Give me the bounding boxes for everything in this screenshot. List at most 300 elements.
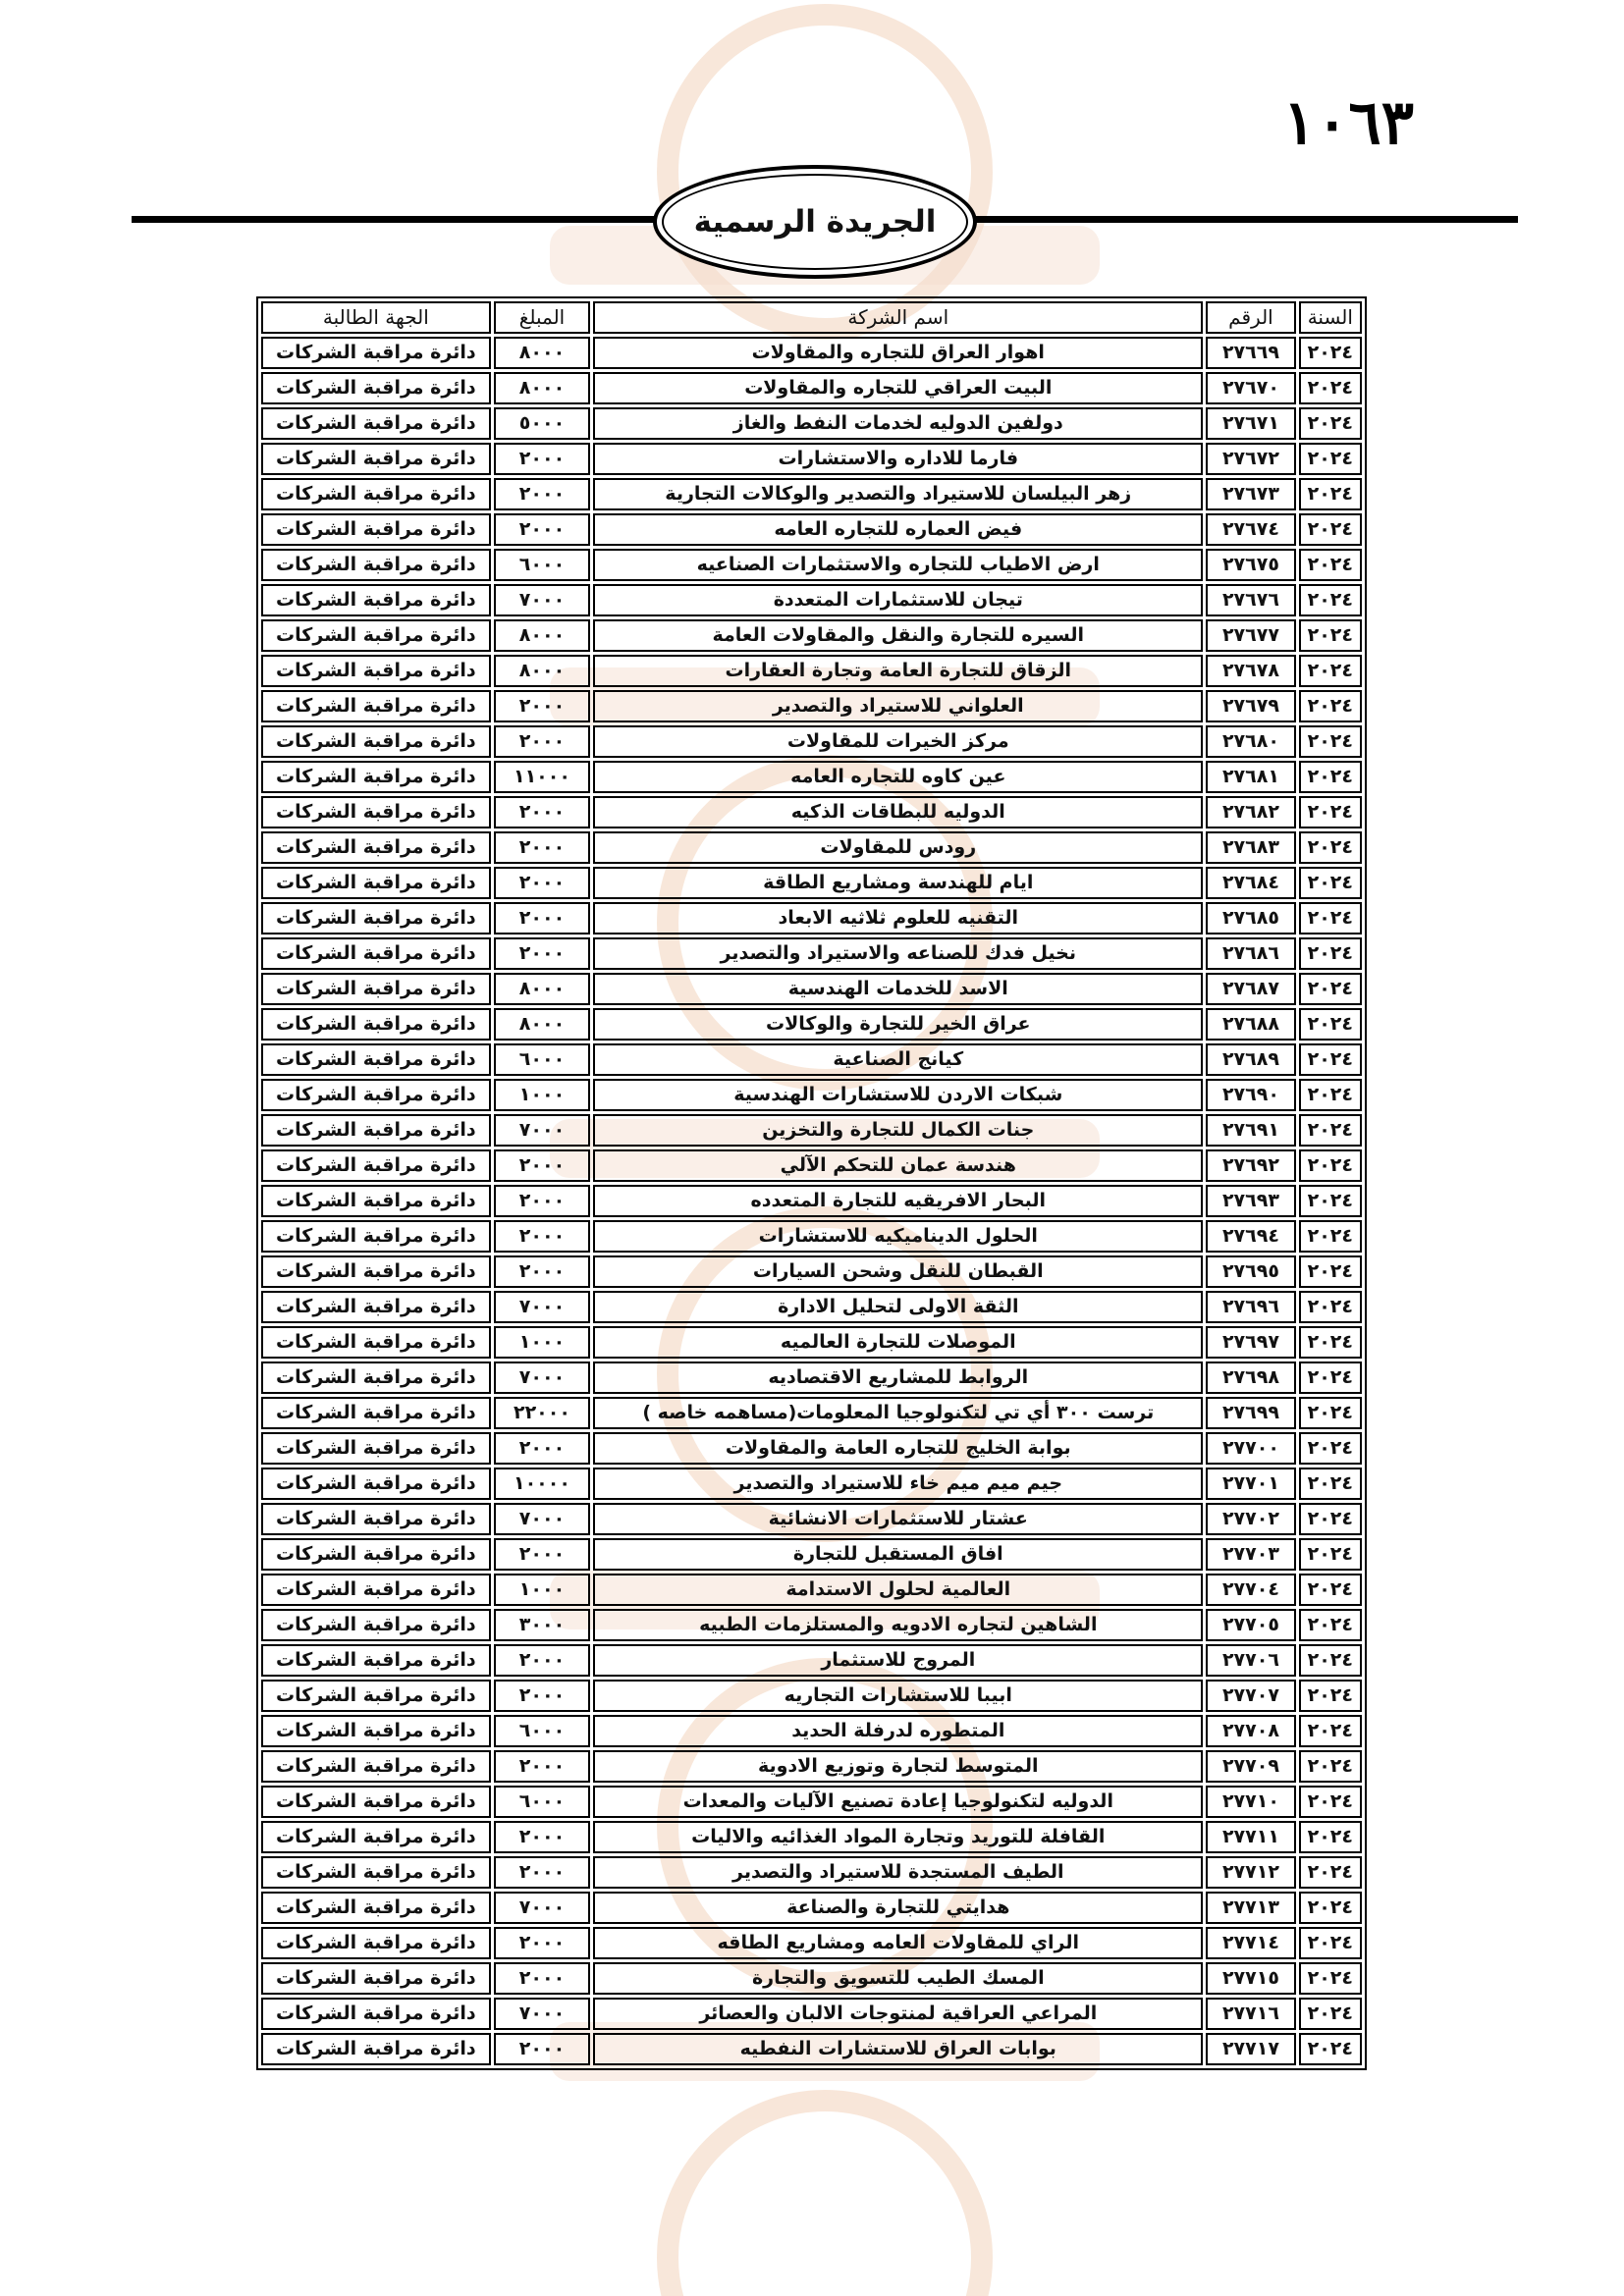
cell-year: ٢٠٢٤ (1299, 407, 1362, 440)
cell-department: دائرة مراقبة الشركات (261, 655, 491, 687)
cell-number: ٢٧٦٧٠ (1206, 372, 1295, 404)
cell-amount: ٧٠٠٠ (494, 1291, 591, 1323)
cell-amount: ٢٠٠٠ (494, 1856, 591, 1889)
table-row (261, 1750, 1362, 1783)
cell-company: دولفين الدوليه لخدمات النفط والغاز (593, 407, 1203, 440)
cell-company: المروج للاستثمار (593, 1644, 1203, 1677)
cell-year: ٢٠٢٤ (1299, 1962, 1362, 1995)
cell-amount: ٢٠٠٠ (494, 937, 591, 970)
table-row (261, 584, 1362, 616)
cell-amount: ٨٠٠٠ (494, 372, 591, 404)
cell-company: الموصلات للتجارة العالميه (593, 1326, 1203, 1359)
cell-year: ٢٠٢٤ (1299, 1574, 1362, 1606)
cell-company: ابيبا للاستشارات التجاريه (593, 1680, 1203, 1712)
cell-amount: ٢٠٠٠ (494, 1750, 591, 1783)
cell-company: رودس للمقاولات (593, 831, 1203, 864)
cell-department: دائرة مراقبة الشركات (261, 1326, 491, 1359)
cell-year: ٢٠٢٤ (1299, 867, 1362, 899)
cell-company: الثقة الاولى لتحليل الادارة (593, 1291, 1203, 1323)
table-row (261, 1079, 1362, 1111)
table-row (261, 725, 1362, 758)
cell-amount: ١٠٠٠ (494, 1574, 591, 1606)
cell-department: دائرة مراقبة الشركات (261, 1185, 491, 1217)
cell-year: ٢٠٢٤ (1299, 1255, 1362, 1288)
cell-amount: ٨٠٠٠ (494, 973, 591, 1005)
cell-number: ٢٧٦٨٥ (1206, 902, 1295, 934)
cell-company: المتوسط لتجارة وتوزيع الادوية (593, 1750, 1203, 1783)
cell-amount: ٧٠٠٠ (494, 1892, 591, 1924)
table-row (261, 1220, 1362, 1253)
cell-company: هدايتي للتجارة والصناعة (593, 1892, 1203, 1924)
cell-year: ٢٠٢٤ (1299, 1291, 1362, 1323)
cell-amount: ٢٠٠٠ (494, 1220, 591, 1253)
cell-company: القبطان للنقل وشحن السيارات (593, 1255, 1203, 1288)
table-row (261, 2033, 1362, 2065)
cell-amount: ٥٠٠٠ (494, 407, 591, 440)
cell-number: ٢٧٦٧٤ (1206, 513, 1295, 546)
cell-amount: ٨٠٠٠ (494, 655, 591, 687)
cell-year: ٢٠٢٤ (1299, 337, 1362, 369)
cell-number: ٢٧٦٧٥ (1206, 549, 1295, 581)
cell-year: ٢٠٢٤ (1299, 1185, 1362, 1217)
cell-year: ٢٠٢٤ (1299, 1998, 1362, 2030)
cell-company: القافلة للتوريد وتجارة المواد الغذائيه والاليات (593, 1821, 1203, 1853)
cell-number: ٢٧٧١٦ (1206, 1998, 1295, 2030)
cell-year: ٢٠٢٤ (1299, 973, 1362, 1005)
cell-department: دائرة مراقبة الشركات (261, 1149, 491, 1182)
cell-number: ٢٧٦٧١ (1206, 407, 1295, 440)
table-row (261, 1291, 1362, 1323)
cell-amount: ٢٠٠٠ (494, 1255, 591, 1288)
cell-company: كيانج الصناعية (593, 1043, 1203, 1076)
table-row (261, 1008, 1362, 1041)
cell-company: نخيل فدك للصناعه والاستيراد والتصدير (593, 937, 1203, 970)
cell-amount: ٧٠٠٠ (494, 584, 591, 616)
cell-number: ٢٧٧٠٢ (1206, 1503, 1295, 1535)
cell-amount: ٨٠٠٠ (494, 337, 591, 369)
cell-number: ٢٧٧٠٣ (1206, 1538, 1295, 1571)
cell-number: ٢٧٦٩٦ (1206, 1291, 1295, 1323)
cell-company: الدوليه للبطاقات الذكيه (593, 796, 1203, 828)
cell-number: ٢٧٦٨٧ (1206, 973, 1295, 1005)
table-row (261, 1043, 1362, 1076)
cell-amount: ٢٠٠٠ (494, 513, 591, 546)
cell-amount: ٧٠٠٠ (494, 1998, 591, 2030)
cell-year: ٢٠٢٤ (1299, 1362, 1362, 1394)
cell-number: ٢٧٦٩٩ (1206, 1397, 1295, 1429)
cell-company: مركز الخيرات للمقاولات (593, 725, 1203, 758)
table-row (261, 1715, 1362, 1747)
cell-department: دائرة مراقبة الشركات (261, 513, 491, 546)
cell-number: ٢٧٧١٠ (1206, 1786, 1295, 1818)
cell-year: ٢٠٢٤ (1299, 1892, 1362, 1924)
cell-year: ٢٠٢٤ (1299, 1220, 1362, 1253)
cell-number: ٢٧٦٨١ (1206, 761, 1295, 793)
table-row (261, 831, 1362, 864)
cell-number: ٢٧٦٨٩ (1206, 1043, 1295, 1076)
cell-amount: ١٠٠٠ (494, 1326, 591, 1359)
cell-company: شبكات الاردن للاستشارات الهندسية (593, 1079, 1203, 1111)
table-row (261, 1680, 1362, 1712)
table-row (261, 937, 1362, 970)
cell-number: ٢٧٦٩٠ (1206, 1079, 1295, 1111)
cell-year: ٢٠٢٤ (1299, 1680, 1362, 1712)
table-row (261, 1255, 1362, 1288)
cell-amount: ٣٠٠٠ (494, 1609, 591, 1641)
cell-department: دائرة مراقبة الشركات (261, 1114, 491, 1147)
cell-department: دائرة مراقبة الشركات (261, 1574, 491, 1606)
header-year: السنة (1299, 301, 1362, 334)
table-row (261, 690, 1362, 722)
cell-number: ٢٧٧٠٨ (1206, 1715, 1295, 1747)
cell-year: ٢٠٢٤ (1299, 1715, 1362, 1747)
cell-department: دائرة مراقبة الشركات (261, 1927, 491, 1959)
cell-department: دائرة مراقبة الشركات (261, 1644, 491, 1677)
cell-year: ٢٠٢٤ (1299, 690, 1362, 722)
cell-amount: ٢٠٠٠ (494, 1644, 591, 1677)
cell-number: ٢٧٦٩٨ (1206, 1362, 1295, 1394)
table-row (261, 619, 1362, 652)
cell-number: ٢٧٦٧٦ (1206, 584, 1295, 616)
cell-year: ٢٠٢٤ (1299, 372, 1362, 404)
cell-year: ٢٠٢٤ (1299, 725, 1362, 758)
cell-number: ٢٧٧٠٧ (1206, 1680, 1295, 1712)
cell-year: ٢٠٢٤ (1299, 619, 1362, 652)
header-company: اسم الشركة (593, 301, 1203, 334)
cell-department: دائرة مراقبة الشركات (261, 2033, 491, 2065)
cell-year: ٢٠٢٤ (1299, 1750, 1362, 1783)
table-row (261, 372, 1362, 404)
cell-company: الشاهين لتجاره الادويه والمستلزمات الطبيه (593, 1609, 1203, 1641)
cell-department: دائرة مراقبة الشركات (261, 1998, 491, 2030)
cell-amount: ٢٠٠٠ (494, 1185, 591, 1217)
cell-company: اهوار العراق للتجاره والمقاولات (593, 337, 1203, 369)
cell-company: الاسد للخدمات الهندسية (593, 973, 1203, 1005)
companies-table (256, 296, 1367, 2070)
cell-amount: ٢٠٠٠ (494, 443, 591, 475)
cell-amount: ٢٠٠٠ (494, 1927, 591, 1959)
cell-company: المتطوره لدرفلة الحديد (593, 1715, 1203, 1747)
cell-department: دائرة مراقبة الشركات (261, 937, 491, 970)
cell-amount: ٦٠٠٠ (494, 549, 591, 581)
cell-amount: ٢٠٠٠ (494, 2033, 591, 2065)
header-number: الرقم (1206, 301, 1295, 334)
cell-department: دائرة مراقبة الشركات (261, 1397, 491, 1429)
cell-year: ٢٠٢٤ (1299, 478, 1362, 510)
cell-amount: ٧٠٠٠ (494, 1114, 591, 1147)
cell-department: دائرة مراقبة الشركات (261, 1503, 491, 1535)
cell-department: دائرة مراقبة الشركات (261, 690, 491, 722)
table-row (261, 1821, 1362, 1853)
cell-number: ٢٧٧٠٩ (1206, 1750, 1295, 1783)
table-row (261, 549, 1362, 581)
cell-number: ٢٧٦٧٧ (1206, 619, 1295, 652)
cell-department: دائرة مراقبة الشركات (261, 867, 491, 899)
table-row (261, 973, 1362, 1005)
table-row (261, 1503, 1362, 1535)
table-row (261, 443, 1362, 475)
cell-year: ٢٠٢٤ (1299, 796, 1362, 828)
cell-company: العالمية لحلول الاستدامة (593, 1574, 1203, 1606)
cell-department: دائرة مراقبة الشركات (261, 478, 491, 510)
cell-company: بوابة الخليج للتجاره العامة والمقاولات (593, 1432, 1203, 1465)
cell-department: دائرة مراقبة الشركات (261, 1962, 491, 1995)
cell-amount: ٢٠٠٠ (494, 867, 591, 899)
cell-company: الحلول الديناميكيه للاستشارات (593, 1220, 1203, 1253)
cell-amount: ٦٠٠٠ (494, 1043, 591, 1076)
cell-company: عراق الخير للتجارة والوكالات (593, 1008, 1203, 1041)
cell-amount: ٢٠٠٠ (494, 478, 591, 510)
cell-amount: ٧٠٠٠ (494, 1362, 591, 1394)
cell-number: ٢٧٧٠٤ (1206, 1574, 1295, 1606)
table-row (261, 1397, 1362, 1429)
cell-number: ٢٧٦٧٢ (1206, 443, 1295, 475)
header-amount: المبلغ (494, 301, 591, 334)
cell-year: ٢٠٢٤ (1299, 902, 1362, 934)
cell-department: دائرة مراقبة الشركات (261, 1255, 491, 1288)
cell-amount: ١١٠٠٠ (494, 761, 591, 793)
table-row (261, 407, 1362, 440)
cell-department: دائرة مراقبة الشركات (261, 1043, 491, 1076)
cell-amount: ٢٠٠٠ (494, 902, 591, 934)
cell-year: ٢٠٢٤ (1299, 655, 1362, 687)
cell-year: ٢٠٢٤ (1299, 937, 1362, 970)
cell-company: ترست ٣٠٠ أي تي لتكنولوجيا المعلومات(مساهمه خاصه ) (593, 1397, 1203, 1429)
cell-department: دائرة مراقبة الشركات (261, 796, 491, 828)
cell-department: دائرة مراقبة الشركات (261, 1538, 491, 1571)
table-row (261, 1644, 1362, 1677)
table-row (261, 1609, 1362, 1641)
table-row (261, 1326, 1362, 1359)
table-row (261, 1468, 1362, 1500)
cell-department: دائرة مراقبة الشركات (261, 1715, 491, 1747)
cell-number: ٢٧٦٦٩ (1206, 337, 1295, 369)
cell-year: ٢٠٢٤ (1299, 1644, 1362, 1677)
cell-year: ٢٠٢٤ (1299, 443, 1362, 475)
cell-year: ٢٠٢٤ (1299, 584, 1362, 616)
cell-department: دائرة مراقبة الشركات (261, 1291, 491, 1323)
cell-year: ٢٠٢٤ (1299, 1397, 1362, 1429)
cell-department: دائرة مراقبة الشركات (261, 1609, 491, 1641)
cell-department: دائرة مراقبة الشركات (261, 902, 491, 934)
cell-company: هندسة عمان للتحكم الآلي (593, 1149, 1203, 1182)
cell-amount: ٢٠٠٠ (494, 831, 591, 864)
cell-department: دائرة مراقبة الشركات (261, 372, 491, 404)
cell-number: ٢٧٧١٢ (1206, 1856, 1295, 1889)
table-row (261, 1538, 1362, 1571)
cell-number: ٢٧٦٨٣ (1206, 831, 1295, 864)
cell-number: ٢٧٦٩١ (1206, 1114, 1295, 1147)
cell-company: جيم ميم ميم خاء للاستيراد والتصدير (593, 1468, 1203, 1500)
cell-year: ٢٠٢٤ (1299, 1927, 1362, 1959)
table-row (261, 1998, 1362, 2030)
cell-number: ٢٧٧٠٦ (1206, 1644, 1295, 1677)
cell-company: البيت العراقي للتجاره والمقاولات (593, 372, 1203, 404)
cell-company: فارما للاداره والاستشارات (593, 443, 1203, 475)
table-header-row (261, 301, 1362, 334)
cell-year: ٢٠٢٤ (1299, 2033, 1362, 2065)
table-row (261, 1185, 1362, 1217)
cell-year: ٢٠٢٤ (1299, 1114, 1362, 1147)
cell-department: دائرة مراقبة الشركات (261, 1856, 491, 1889)
table-row (261, 1927, 1362, 1959)
cell-department: دائرة مراقبة الشركات (261, 725, 491, 758)
cell-company: الراي للمقاولات العامه ومشاريع الطاقه (593, 1927, 1203, 1959)
cell-company: العلواني للاستيراد والتصدير (593, 690, 1203, 722)
cell-department: دائرة مراقبة الشركات (261, 407, 491, 440)
table-row (261, 1362, 1362, 1394)
cell-amount: ٧٠٠٠ (494, 1503, 591, 1535)
cell-department: دائرة مراقبة الشركات (261, 619, 491, 652)
cell-department: دائرة مراقبة الشركات (261, 1220, 491, 1253)
table-row (261, 1149, 1362, 1182)
cell-number: ٢٧٦٨٢ (1206, 796, 1295, 828)
table-row (261, 796, 1362, 828)
cell-company: عين كاوه للتجاره العامه (593, 761, 1203, 793)
cell-amount: ٢٠٠٠ (494, 1680, 591, 1712)
cell-amount: ٢٠٠٠ (494, 1149, 591, 1182)
cell-company: تيجان للاستثمارات المتعددة (593, 584, 1203, 616)
cell-company: البحار الافريقيه للتجارة المتعدده (593, 1185, 1203, 1217)
cell-department: دائرة مراقبة الشركات (261, 973, 491, 1005)
cell-number: ٢٧٦٩٧ (1206, 1326, 1295, 1359)
table-row (261, 337, 1362, 369)
cell-company: المسك الطيب للتسويق والتجارة (593, 1962, 1203, 1995)
cell-department: دائرة مراقبة الشركات (261, 1432, 491, 1465)
cell-department: دائرة مراقبة الشركات (261, 443, 491, 475)
cell-number: ٢٧٦٨٠ (1206, 725, 1295, 758)
cell-amount: ٢٠٠٠ (494, 1538, 591, 1571)
cell-number: ٢٧٦٧٨ (1206, 655, 1295, 687)
cell-department: دائرة مراقبة الشركات (261, 1680, 491, 1712)
cell-department: دائرة مراقبة الشركات (261, 1079, 491, 1111)
cell-department: دائرة مراقبة الشركات (261, 1892, 491, 1924)
cell-year: ٢٠٢٤ (1299, 1503, 1362, 1535)
cell-department: دائرة مراقبة الشركات (261, 584, 491, 616)
cell-number: ٢٧٦٩٤ (1206, 1220, 1295, 1253)
cell-department: دائرة مراقبة الشركات (261, 831, 491, 864)
cell-year: ٢٠٢٤ (1299, 761, 1362, 793)
table-row (261, 655, 1362, 687)
cell-company: بوابات العراق للاستشارات النفطيه (593, 2033, 1203, 2065)
table-row (261, 478, 1362, 510)
cell-year: ٢٠٢٤ (1299, 831, 1362, 864)
cell-amount: ٦٠٠٠ (494, 1786, 591, 1818)
cell-number: ٢٧٧١٥ (1206, 1962, 1295, 1995)
cell-company: فيض العماره للتجاره العامه (593, 513, 1203, 546)
cell-department: دائرة مراقبة الشركات (261, 549, 491, 581)
table-row (261, 1786, 1362, 1818)
cell-number: ٢٧٧١٧ (1206, 2033, 1295, 2065)
cell-year: ٢٠٢٤ (1299, 1079, 1362, 1111)
cell-year: ٢٠٢٤ (1299, 1432, 1362, 1465)
cell-company: ارض الاطياب للتجاره والاستثمارات الصناعيه (593, 549, 1203, 581)
table-row (261, 1962, 1362, 1995)
cell-company: الطيف المستجدة للاستيراد والتصدير (593, 1856, 1203, 1889)
cell-company: جنات الكمال للتجارة والتخزين (593, 1114, 1203, 1147)
cell-department: دائرة مراقبة الشركات (261, 1362, 491, 1394)
cell-number: ٢٧٦٨٦ (1206, 937, 1295, 970)
table-row (261, 902, 1362, 934)
cell-department: دائرة مراقبة الشركات (261, 1786, 491, 1818)
cell-number: ٢٧٦٩٢ (1206, 1149, 1295, 1182)
table-row (261, 1856, 1362, 1889)
cell-year: ٢٠٢٤ (1299, 1326, 1362, 1359)
table-row (261, 761, 1362, 793)
cell-year: ٢٠٢٤ (1299, 1468, 1362, 1500)
cell-department: دائرة مراقبة الشركات (261, 1821, 491, 1853)
cell-amount: ٢٠٠٠ (494, 1962, 591, 1995)
cell-department: دائرة مراقبة الشركات (261, 1008, 491, 1041)
header-department: الجهة الطالبة (261, 301, 491, 334)
cell-number: ٢٧٧١١ (1206, 1821, 1295, 1853)
cell-amount: ٢٠٠٠ (494, 690, 591, 722)
cell-number: ٢٧٦٩٣ (1206, 1185, 1295, 1217)
cell-number: ٢٧٧١٣ (1206, 1892, 1295, 1924)
cell-company: افاق المستقبل للتجارة (593, 1538, 1203, 1571)
cell-year: ٢٠٢٤ (1299, 549, 1362, 581)
cell-department: دائرة مراقبة الشركات (261, 337, 491, 369)
cell-amount: ١٠٠٠٠ (494, 1468, 591, 1500)
cell-number: ٢٧٧٠٠ (1206, 1432, 1295, 1465)
cell-number: ٢٧٧١٤ (1206, 1927, 1295, 1959)
table-row (261, 1892, 1362, 1924)
cell-year: ٢٠٢٤ (1299, 513, 1362, 546)
masthead (653, 165, 977, 279)
cell-year: ٢٠٢٤ (1299, 1609, 1362, 1641)
cell-amount: ٦٠٠٠ (494, 1715, 591, 1747)
cell-amount: ٢٢٠٠٠ (494, 1397, 591, 1429)
cell-amount: ٢٠٠٠ (494, 796, 591, 828)
cell-number: ٢٧٦٧٩ (1206, 690, 1295, 722)
cell-company: المراعي العراقية لمنتوجات الالبان والعصائر (593, 1998, 1203, 2030)
cell-year: ٢٠٢٤ (1299, 1043, 1362, 1076)
masthead-title: الجريدة الرسمية (693, 204, 937, 240)
table-row (261, 1114, 1362, 1147)
cell-company: التقنيه للعلوم ثلاثيه الابعاد (593, 902, 1203, 934)
cell-number: ٢٧٦٨٨ (1206, 1008, 1295, 1041)
cell-department: دائرة مراقبة الشركات (261, 1750, 491, 1783)
page-number: ١٠٦٣ (1282, 86, 1414, 158)
cell-year: ٢٠٢٤ (1299, 1538, 1362, 1571)
cell-company: الروابط للمشاريع الاقتصاديه (593, 1362, 1203, 1394)
cell-amount: ٨٠٠٠ (494, 619, 591, 652)
cell-company: عشتار للاستثمارات الانشائية (593, 1503, 1203, 1535)
cell-department: دائرة مراقبة الشركات (261, 761, 491, 793)
table-row (261, 1574, 1362, 1606)
cell-department: دائرة مراقبة الشركات (261, 1468, 491, 1500)
cell-company: ايام للهندسة ومشاريع الطاقة (593, 867, 1203, 899)
cell-number: ٢٧٧٠٥ (1206, 1609, 1295, 1641)
cell-year: ٢٠٢٤ (1299, 1856, 1362, 1889)
cell-company: زهر البيلسان للاستيراد والتصدير والوكالات التجارية (593, 478, 1203, 510)
cell-year: ٢٠٢٤ (1299, 1149, 1362, 1182)
cell-year: ٢٠٢٤ (1299, 1786, 1362, 1818)
cell-number: ٢٧٦٩٥ (1206, 1255, 1295, 1288)
cell-amount: ١٠٠٠ (494, 1079, 591, 1111)
cell-amount: ٢٠٠٠ (494, 725, 591, 758)
cell-year: ٢٠٢٤ (1299, 1821, 1362, 1853)
cell-number: ٢٧٧٠١ (1206, 1468, 1295, 1500)
cell-year: ٢٠٢٤ (1299, 1008, 1362, 1041)
cell-company: الدوليه لتكنولوجيا إعادة تصنيع الآليات والمعدات (593, 1786, 1203, 1818)
cell-amount: ٢٠٠٠ (494, 1432, 591, 1465)
cell-amount: ٢٠٠٠ (494, 1821, 591, 1853)
cell-amount: ٨٠٠٠ (494, 1008, 591, 1041)
cell-number: ٢٧٦٨٤ (1206, 867, 1295, 899)
table-row (261, 867, 1362, 899)
cell-company: الزقاق للتجارة العامة وتجارة العقارات (593, 655, 1203, 687)
